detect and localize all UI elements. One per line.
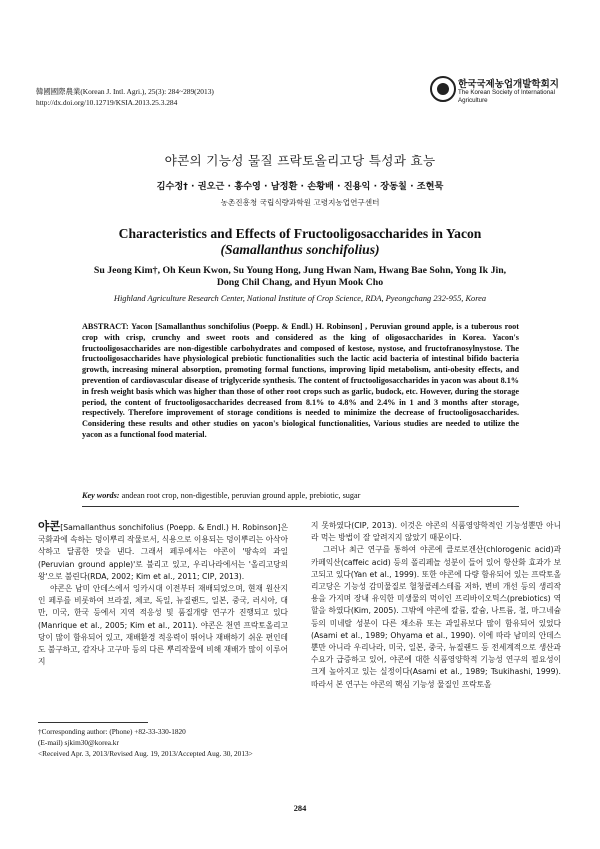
divider — [82, 506, 519, 507]
authors-english — [70, 265, 530, 289]
abstract-text: Yacon [Samallanthus sonchifolius (Poepp. & Endl.) H. Robinson] , Peruvian ground apple, is a tuberous root crop with crisp, crunchy and sweet roots and considered as the king of oligosaccharides in Korea. Yacon's fructooligosaccharides are non-digestible carbohydrates and composed of kestose, nystose, and fructofranosylnystose. The fructooligosaccharides have physiological prebiotic functionalities such the lactic acid bacteria of intestinal bifido bacteria growth, increasing mineral absorption, promoting formal functions, improving lipid metabolism, anti-obesity effects, and prevention of cardiovascular disease of triglyceride synthesis. The content of fructooligosaccharides in yacon was about 8.1% in fresh weight basis which was higher than those of other root crops such as garlic, budock, etc. However, during the storage period, the content of fructooligosaccharides decreased from 8.1% to 4.8% and 2.4% in 1 and 3 months after storage, respectively. Therefore improvement of storage conditions is needed to minimize the decrease of fructooligosaccharides. Considering these results and other studies on yacon's biological functionalities, Various studies are needed to utilize the yacon as a functional food material. — [82, 322, 519, 439]
body-column-right — [311, 520, 561, 691]
authors-korean: 김수정† · 권오근 · 홍수영 · 남정환 · 손황배 · 진용익 · 장동칠 · 조현묵 — [156, 181, 444, 192]
body-column-left — [38, 520, 288, 668]
paragraph — [38, 520, 288, 583]
footnote-corresponding: †Corresponding author: (Phone) +82-33-330-1820 — [38, 727, 186, 736]
society-logo — [430, 76, 570, 116]
authors-english-line1: Su Jeong Kim†, Oh Keun Kwon, Su Young Hong, Jung Hwan Nam, Hwang Bae Sohn, Yong Ik Jin, — [93, 265, 507, 276]
affiliation-english: Highland Agriculture Research Center, National Institute of Crop Science, RDA, Pyeongchang 232-955, Korea — [113, 294, 487, 303]
lead-word: 야콘 — [38, 519, 61, 533]
society-emblem-icon — [430, 76, 456, 102]
keywords-text: andean root crop, non-digestible, peruvian ground apple, prebiotic, sugar — [121, 491, 361, 500]
keywords — [82, 490, 519, 501]
authors-english-line2: Dong Chil Chang, and Hyun Mook Cho — [216, 277, 384, 288]
keywords-label: Key words: — [82, 491, 120, 500]
society-name-en: The Korean Society of International Agriculture — [458, 89, 555, 104]
title-english — [70, 226, 530, 258]
title-korean: 야콘의 기능성 물질 프락토올리고당 특성과 효능 — [164, 153, 436, 168]
journal-citation: 韓國國際農業(Korean J. Intl. Agri.), 25(3): 284~289(2013) — [36, 87, 214, 96]
footnote-divider — [38, 722, 148, 723]
footnote — [38, 726, 298, 759]
footnote-email: (E-mail) sjkim30@korea.kr — [38, 738, 119, 747]
paragraph: 야콘은 남미 안데스에서 잉카시대 이전부터 재배되었으며, 현재 원산지인 페루를 비롯하여 브라질, 체코, 독일, 뉴질랜드, 일본, 중국, 러시아, 대만, 미국, 한국 등에서 지역 적응성 및 품질개량 연구가 진행되고 있다(Manrique et al., 2005; Kim et al., 2011). 야콘은 천연 프락토올리고당이 많이 함유되어 있고, 재배환경 적응력이 뛰어나 재배하기 쉬운 편인데도 불구하고, 감자나 고구마 등의 다른 뿌리작물에 비해 재배가 많이 이루어지 — [38, 584, 288, 667]
abstract-label: ABSTRACT: — [82, 322, 132, 331]
title-english-line2: (Samallanthus sonchifolius) — [220, 242, 380, 257]
title-english-line1: Characteristics and Effects of Fructooligosaccharides in Yacon — [118, 226, 482, 241]
affiliation-korean: 농촌진흥청 국립식량과학원 고령지농업연구센터 — [220, 198, 380, 207]
page-number: 284 — [293, 804, 307, 813]
doi-link[interactable]: http://dx.doi.org/10.12719/KSIA.2013.25.3.284 — [36, 98, 178, 107]
abstract — [82, 322, 519, 441]
society-name-ko: 한국국제농업개발학회지 — [458, 79, 559, 90]
paragraph-text: [Samallanthus sonchifolius (Poepp. & Endl.) H. Robinson]은 국화과에 속하는 덩이뿌리 작물로서, 식용으로 이용되는 덩이뿌리는 아삭아삭하고 달콤한 맛을 낸다. 그래서 페루에서는 야콘이 '땅속의 과일(Peruvian ground apple)'로 불리고 있고, 우리나라에서는 '올리고당의 왕'으로 불린다(RDA, 2002; Kim et al., 2011; CIP, 2013). — [38, 523, 288, 581]
journal-header — [36, 86, 214, 108]
footnote-dates: <Received Apr. 3, 2013/Revised Aug. 19, 2013/Accepted Aug. 30, 2013> — [38, 749, 253, 758]
paragraph: 그러나 최근 연구를 통하여 야콘에 클로로겐산(chlorogenic acid)과 카페익산(caffeic acid) 등의 폴리페놀 성분이 들어 있어 항산화 효과가 보고되고 있다(Yan et al., 1999). 또한 야콘에 다량 함유되어 있는 프락토올리고당은 기능성 감미물질로 혈청콜레스테롤 저하, 변비 개선 등의 생리작용을 가지며 장내 유익한 미생물의 먹이인 프리바이오틱스(prebiotics) 역할을 하였다(Kim, 2005). 그밖에 야콘에 칼륨, 칼슘, 나트륨, 철, 마그네슘 등의 미네랄 성분이 다른 채소류 또는 과일류보다 많이 함유되어 있었다(Asami et al., 1989; Ohyama et al., 1990). 이에 따라 남미의 안데스 뿐만 아니라 우리나라, 미국, 일본, 중국, 뉴질랜드 등 전세계적으로 생산과 수요가 급증하고 있어, 야콘에 대한 식품영양학적 기능성 연구의 필요성이 크게 높아지고 있는 실정이다(Asami et al., 1989; Tsukihashi, 1999). 따라서 본 연구는 야콘의 핵심 기능성 물질인 프락토올 — [311, 545, 561, 689]
paragraph: 지 못하였다(CIP, 2013). 이것은 야콘의 식품영양학적인 기능성뿐만 아니라 먹는 방법이 잘 알려지지 않았기 때문이다. — [311, 521, 561, 543]
